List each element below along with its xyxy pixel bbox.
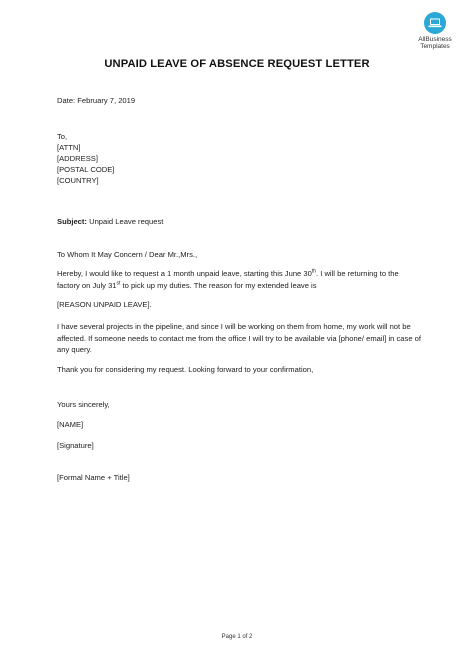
subject-label: Subject: [57,217,87,226]
reason-placeholder: [REASON UNPAID LEAVE]. [57,300,152,309]
page-number: Page 1 of 2 [221,634,253,640]
subject-text: Unpaid Leave request [86,217,164,226]
closing-sincerely: Yours sincerely, [57,400,110,409]
body-paragraph-3: Thank you for considering my request. Looking forward to your confirmation, [57,365,314,374]
letter-title: UNPAID LEAVE OF ABSENCE REQUEST LETTER [104,58,370,70]
p1-part-c: to pick up my duties. The reason for my extended leave is [120,280,317,290]
address-attn: [ATTN] [57,143,81,152]
closing-signature: [Signature] [57,441,94,450]
logo-line-2: Templates [420,43,450,50]
allbusiness-logo [410,12,460,50]
p1-sup-1: th [311,268,316,275]
subject-line [57,216,163,227]
salutation: To Whom It May Concern / Dear Mr.,Mrs., [57,250,198,259]
address-street: [ADDRESS] [57,154,98,163]
logo-text [410,36,460,50]
letter-date: Date: February 7, 2019 [57,96,136,105]
closing-formal-name: [Formal Name + Title] [57,473,130,482]
body-paragraph-2: I have several projects in the pipeline, and since I will be working on them from home, my work will not be affected. If someone needs to contact me from the office I will try to be available via [phone/ email] in case of any query. [57,322,421,354]
logo-line-1: AllBusiness [418,36,452,43]
p1-part-a: Hereby, I would like to request a 1 month unpaid leave, starting this June 30 [57,269,312,278]
address-to: To, [57,132,68,141]
address-country: [COUNTRY] [57,176,99,185]
p1-sup-2: st [116,279,121,286]
body-paragraph-1 [57,268,422,291]
address-postal: [POSTAL CODE] [57,165,115,174]
closing-name: [NAME] [57,420,84,429]
p1-part-b: . I will be returning to the factory on July 31 [57,269,399,290]
laptop-icon [424,12,446,34]
